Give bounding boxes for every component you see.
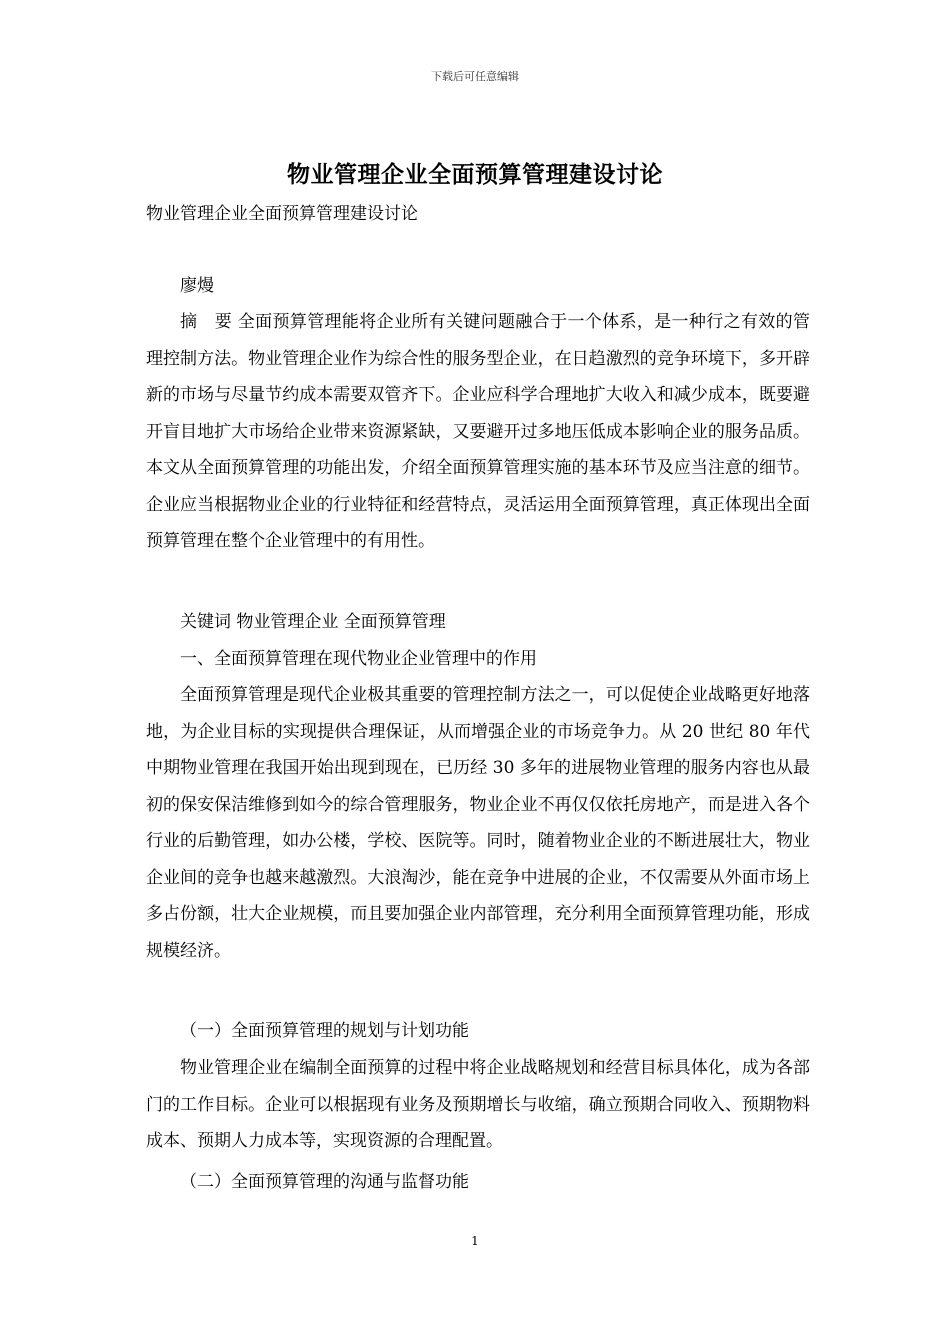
document-title: 物业管理企业全面预算管理建设讨论 (287, 161, 663, 188)
header-note: 下载后可任意编辑 (431, 70, 519, 83)
subsection-heading-2: （二）全面预算管理的沟通与监督功能 (180, 1172, 469, 1192)
keywords-line: 关键词 物业管理企业 全面预算管理 (180, 612, 446, 632)
page-number: 1 (471, 1234, 479, 1248)
section-heading-1: 一、全面预算管理在现代物业企业管理中的作用 (180, 649, 537, 669)
author-name: 廖熳 (180, 276, 214, 296)
section-1-paragraph: 全面预算管理是现代企业极其重要的管理控制方法之一，可以促使企业战略更好地落地，为企业目标的实现提供合理保证，从而增强企业的市场竞争力。从 20 世纪 80 年代中期物业管理在我国开始出现到现在，已历经 30 多年的进展物业管理的服务内容也从最初的保安保洁维修到如今的综合管理服务，物业企业不再仅仅依托房地产，而是进入各个行业的后勤管理，如办公楼，学校、医院等。同时，随着物业企业的不断进展壮大，物业企业间的竞争也越来越激烈。大浪淘沙，能在竞争中进展的企业，不仅需要从外面市场上多占份额，壮大企业规模，而且要加强企业内部管理，充分利用全面预算管理功能，形成规模经济。 (146, 685, 810, 961)
subsection-1-paragraph: 物业管理企业在编制全面预算的过程中将企业战略规划和经营目标具体化，成为各部门的工作目标。企业可以根据现有业务及预期增长与收缩，确立预期合同收入、预期物料成本、预期人力成本等，实现资源的合理配置。 (146, 1058, 810, 1151)
subsection-heading-1: （一）全面预算管理的规划与计划功能 (180, 1021, 469, 1041)
abstract-paragraph: 摘 要 全面预算管理能将企业所有关键问题融合于一个体系，是一种行之有效的管理控制方法。物业管理企业作为综合性的服务型企业，在日趋激烈的竞争环境下，多开辟新的市场与尽量节约成本需要双管齐下。企业应科学合理地扩大收入和减少成本，既要避开盲目地扩大市场给企业带来资源紧缺，又要避开过多地压低成本影响企业的服务品质。本文从全面预算管理的功能出发，介绍全面预算管理实施的基本环节及应当注意的细节。企业应当根据物业企业的行业特征和经营特点，灵活运用全面预算管理，真正体现出全面预算管理在整个企业管理中的有用性。 (146, 312, 810, 551)
document-subtitle: 物业管理企业全面预算管理建设讨论 (146, 204, 418, 224)
